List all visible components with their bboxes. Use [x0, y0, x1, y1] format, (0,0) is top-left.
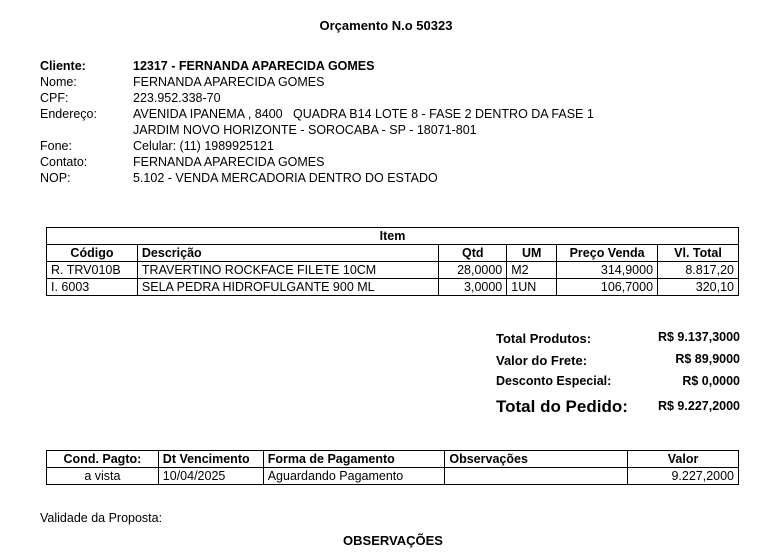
endereco-line2: JARDIM NOVO HORIZONTE - SOROCABA - SP - 18071-801: [133, 123, 477, 137]
total-pedido-value: R$ 9.227,2000: [657, 399, 740, 413]
pay-vencimento: 10/04/2025: [158, 468, 263, 485]
cliente-value: 12317 - FERNANDA APARECIDA GOMES: [133, 59, 375, 73]
nome-label: Nome:: [40, 75, 77, 89]
item-preco: 106,7000: [557, 279, 658, 296]
col-forma-pagamento: Forma de Pagamento: [263, 451, 445, 468]
fone-label: Fone:: [40, 139, 72, 153]
items-header-row: [47, 245, 739, 262]
cpf-value: 223.952.338-70: [133, 91, 221, 105]
pay-valor: 9.227,2000: [628, 468, 739, 485]
pay-cond: a vista: [47, 468, 159, 485]
col-valor: Valor: [628, 451, 739, 468]
col-cond-pagto: Cond. Pagto:: [47, 451, 159, 468]
col-descricao: Descrição: [137, 245, 438, 262]
total-produtos-label: Total Produtos:: [496, 331, 592, 346]
item-total: 320,10: [658, 279, 739, 296]
payment-table: [46, 450, 739, 485]
col-codigo: Código: [47, 245, 138, 262]
col-dt-vencimento: Dt Vencimento: [158, 451, 263, 468]
page-title: Orçamento N.o 50323: [319, 18, 453, 33]
items-caption: Item: [47, 228, 739, 245]
table-row: [47, 262, 739, 279]
item-um: 1UN: [507, 279, 557, 296]
endereco-label: Endereço:: [40, 107, 97, 121]
nop-value: 5.102 - VENDA MERCADORIA DENTRO DO ESTADO: [133, 171, 438, 185]
nop-label: NOP:: [40, 171, 71, 185]
contato-value: FERNANDA APARECIDA GOMES: [133, 155, 325, 169]
valor-frete-value: R$ 89,9000: [675, 352, 740, 366]
item-total: 8.817,20: [658, 262, 739, 279]
item-preco: 314,9000: [557, 262, 658, 279]
item-qtd: 3,0000: [439, 279, 507, 296]
cpf-label: CPF:: [40, 91, 69, 105]
observacoes-heading: OBSERVAÇÕES: [343, 533, 443, 548]
valor-frete-label: Valor do Frete:: [496, 353, 588, 368]
pay-observacoes: [445, 468, 628, 485]
col-observacoes: Observações: [445, 451, 628, 468]
item-qtd: 28,0000: [439, 262, 507, 279]
total-pedido-label: Total do Pedido:: [496, 397, 628, 416]
col-qtd: Qtd: [439, 245, 507, 262]
table-row: [47, 279, 739, 296]
item-descricao: SELA PEDRA HIDROFULGANTE 900 ML: [137, 279, 438, 296]
col-preco-venda: Preço Venda: [557, 245, 658, 262]
payment-header-row: [47, 451, 739, 468]
item-codigo: R. TRV010B: [47, 262, 138, 279]
items-table: [46, 227, 739, 296]
table-row: [47, 468, 739, 485]
col-um: UM: [507, 245, 557, 262]
desconto-especial-value: R$ 0,0000: [682, 374, 740, 388]
item-um: M2: [507, 262, 557, 279]
item-codigo: I. 6003: [47, 279, 138, 296]
contato-label: Contato:: [40, 155, 88, 169]
items-caption-row: [47, 228, 739, 245]
col-vl-total: Vl. Total: [658, 245, 739, 262]
total-produtos-value: R$ 9.137,3000: [657, 330, 740, 344]
pay-forma: Aguardando Pagamento: [263, 468, 445, 485]
cliente-label: Cliente:: [40, 59, 86, 73]
item-descricao: TRAVERTINO ROCKFACE FILETE 10CM: [137, 262, 438, 279]
validade-label: Validade da Proposta:: [40, 511, 163, 525]
nome-value: FERNANDA APARECIDA GOMES: [133, 75, 325, 89]
desconto-especial-label: Desconto Especial:: [496, 374, 612, 388]
endereco-line1: AVENIDA IPANEMA , 8400 QUADRA B14 LOTE 8 - FASE 2 DENTRO DA FASE 1: [133, 107, 594, 121]
fone-value: Celular: (11) 1989925121: [133, 139, 274, 153]
